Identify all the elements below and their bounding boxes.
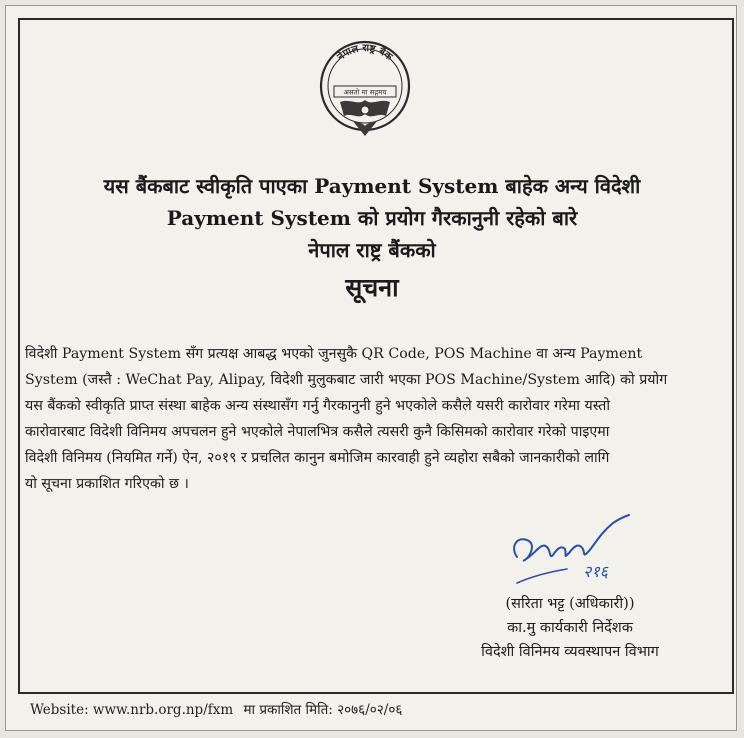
title-line-2: Payment System को प्रयोग गैरकानुनी रहेको बारे <box>166 206 578 230</box>
signatory-department: विदेशी विनिमय व्यवस्थापन विभाग <box>481 644 659 660</box>
notice-heading: सूचना <box>345 273 399 302</box>
signature <box>505 505 645 595</box>
seal-top-text: नेपाल राष्ट्र बैंक <box>335 42 395 64</box>
body-line-4: कारोवारबाट विदेशी विनिमय अपचलन हुने भएकोले नेपालभित्र कसैले त्यसरी कुनै किसिमको कारोवार गरेको पाइएमा <box>25 424 610 440</box>
title-line-3: नेपाल राष्ट्र बैंकको <box>308 238 436 262</box>
body-line-5: विदेशी विनिमय (नियमित गर्ने) ऐन, २०१९ र प्रचलित कानुन बमोजिम कारवाही हुने व्यहोरा सबैको जानकारीको लागि <box>25 450 610 466</box>
title-line-1: यस बैंकबाट स्वीकृति पाएका Payment System बाहेक अन्य विदेशी <box>103 174 641 198</box>
body-line-1: विदेशी Payment System सँग प्रत्यक्ष आबद्ध भएको जुनसुकै QR Code, POS Machine वा अन्य Payment <box>25 346 643 362</box>
signatory-name: (सरिता भट्ट (अधिकारी)) <box>505 596 635 612</box>
published-date-label: मा प्रकाशित मिति: २०७६/०२/०६ <box>243 702 403 718</box>
website-label: Website: www.nrb.org.np/fxm <box>30 702 234 718</box>
seal-motto: असतो मा सद्गमय <box>343 88 387 97</box>
body-line-6: यो सूचना प्रकाशित गरिएको छ । <box>25 476 189 492</box>
body-line-3: यस बैंकको स्वीकृति प्राप्त संस्था बाहेक अन्य संस्थासँग गर्नु गैरकानुनी हुने भएकोले कसैले यसरी कारोवार गरेमा यस्तो <box>25 398 610 414</box>
body-line-2: System (जस्तै : WeChat Pay, Alipay, विदेशी मुलुकबाट जारी भएका POS Machine/System आदि) को प्रयोग <box>25 372 668 388</box>
signatory-designation: का.मु कार्यकारी निर्देशक <box>507 620 633 636</box>
footer <box>30 700 408 718</box>
signature-mark: २१६ <box>583 562 608 581</box>
svg-text:नेपाल राष्ट्र बैंक <box>334 43 396 64</box>
nepal-rastra-bank-seal-icon <box>310 36 420 146</box>
